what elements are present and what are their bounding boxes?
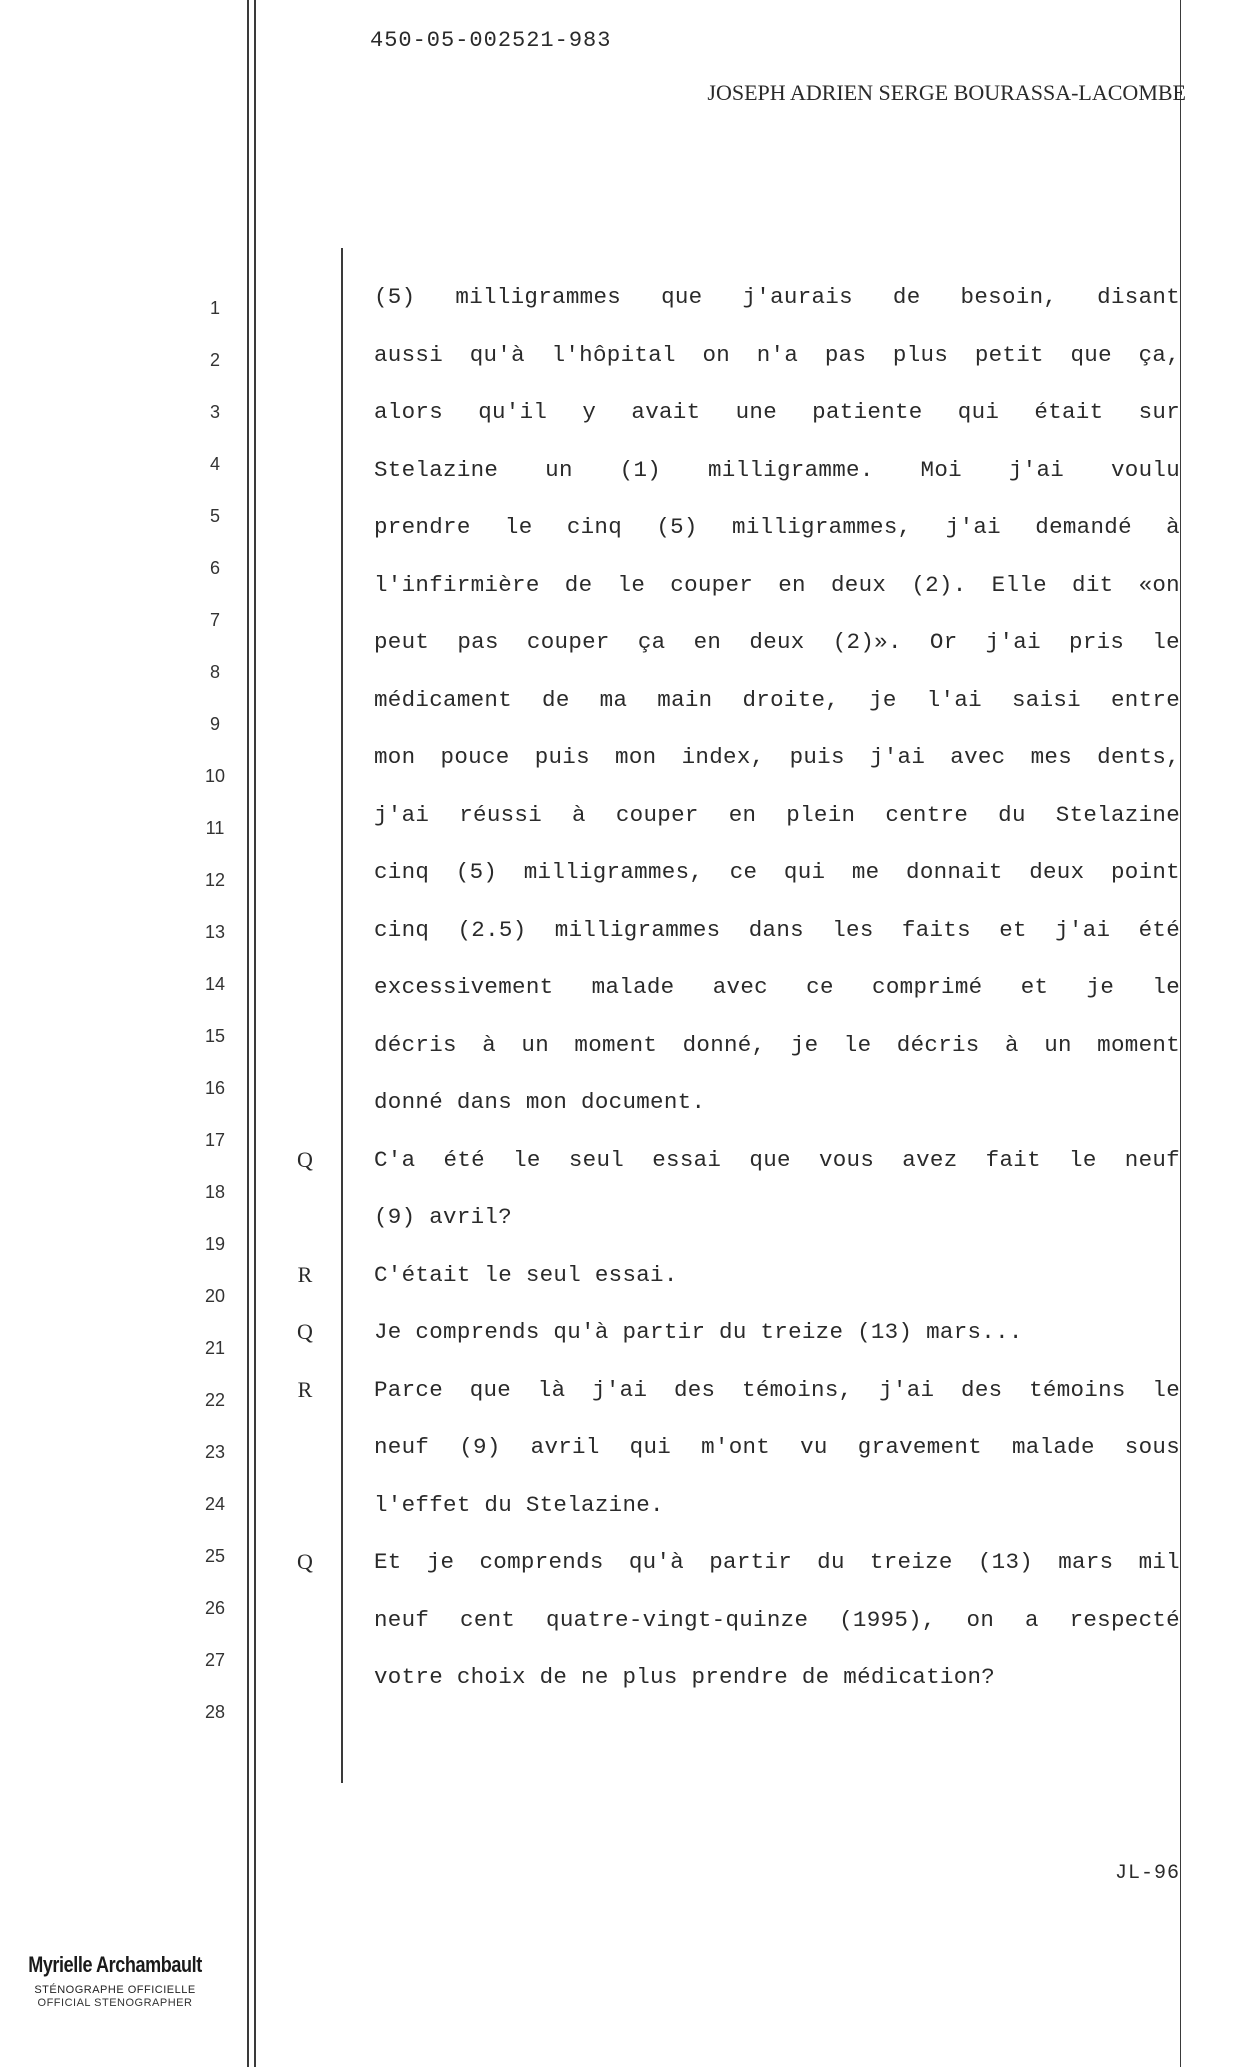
line-number: 19	[204, 1234, 226, 1254]
transcript-line	[0, 736, 1234, 794]
line-number: 8	[209, 662, 220, 682]
transcript-text: neuf cent quatre-vingt-quinze (1995), on a respecté	[374, 1606, 1180, 1633]
line-number: 18	[204, 1182, 226, 1202]
line-number: 21	[204, 1338, 226, 1358]
line-number: 7	[209, 610, 220, 630]
transcript-text: votre choix de ne plus prendre de médication?	[374, 1664, 996, 1690]
transcript-text: Stelazine un (1) milligramme. Moi j'ai voulu	[374, 456, 1180, 483]
transcript-text: aussi qu'à l'hôpital on n'a pas plus petit que ça,	[374, 341, 1180, 368]
line-number: 5	[209, 506, 220, 526]
line-number: 26	[204, 1598, 226, 1618]
transcript-line	[0, 391, 1234, 449]
line-number: 4	[209, 454, 220, 474]
transcript-text: Et je comprends qu'à partir du treize (13) mars mil	[374, 1549, 1180, 1575]
line-number: 9	[209, 714, 220, 734]
line-number: 14	[204, 974, 226, 994]
transcript-line	[0, 1196, 1234, 1254]
stenographer-title-en: OFFICIAL STENOGRAPHER	[37, 1997, 193, 2009]
transcript-text: donné dans mon document.	[374, 1089, 706, 1115]
speaker-marker: Q	[297, 1146, 313, 1172]
transcript-text: cinq (5) milligrammes, ce qui me donnait deux point	[374, 859, 1180, 885]
transcript-line	[0, 506, 1234, 564]
transcript-text: j'ai réussi à couper en plein centre du Stelazine	[374, 801, 1180, 828]
line-number: 27	[204, 1650, 226, 1670]
line-number: 24	[204, 1494, 226, 1514]
line-number: 15	[204, 1026, 226, 1046]
line-number: 25	[204, 1546, 226, 1566]
transcript-line	[0, 564, 1234, 622]
transcript-line	[0, 1254, 1234, 1312]
transcript-line	[0, 794, 1234, 852]
line-number: 2	[209, 350, 220, 370]
transcript-text: peut pas couper ça en deux (2)». Or j'ai pris le	[374, 629, 1180, 655]
transcript-line	[0, 851, 1234, 909]
line-number: 22	[204, 1390, 226, 1410]
transcript-line	[0, 449, 1234, 507]
transcript-text: décris à un moment donné, je le décris à un moment	[374, 1031, 1180, 1058]
line-number: 20	[204, 1286, 226, 1306]
speaker-marker: Q	[297, 1319, 313, 1344]
transcript-line	[0, 1369, 1234, 1427]
case-number: 450-05-002521-983	[370, 28, 612, 53]
transcript-line	[0, 334, 1234, 392]
transcript-line	[0, 1081, 1234, 1139]
transcript-line	[0, 276, 1234, 334]
transcript-line	[0, 966, 1234, 1024]
transcript-line	[0, 1024, 1234, 1082]
transcript-line	[0, 679, 1234, 737]
transcript-line	[0, 1656, 1234, 1714]
transcript-text: Je comprends qu'à partir du treize (13) mars...	[374, 1319, 1023, 1345]
stenographer-title-fr: STÉNOGRAPHE OFFICIELLE	[34, 1984, 196, 1996]
transcript-text: C'était le seul essai.	[374, 1261, 678, 1288]
page-code: JL-96	[1114, 1862, 1180, 1885]
transcript-line	[0, 909, 1234, 967]
transcript-text: l'effet du Stelazine.	[374, 1491, 664, 1518]
transcript-line	[0, 621, 1234, 679]
stenographer-stamp	[0, 1952, 230, 2009]
transcript-text: cinq (2.5) milligrammes dans les faits et j'ai été	[374, 916, 1180, 943]
transcript-line	[0, 1599, 1234, 1657]
line-number: 13	[204, 922, 226, 942]
witness-name: JOSEPH ADRIEN SERGE BOURASSA-LACOMBE	[707, 80, 1186, 105]
transcript-line	[0, 1541, 1234, 1599]
line-number: 23	[204, 1442, 226, 1462]
transcript-text: C'a été le seul essai que vous avez fait le neuf	[374, 1146, 1180, 1173]
transcript-text: médicament de ma main droite, je l'ai saisi entre	[374, 686, 1180, 713]
transcript-text: (9) avril?	[374, 1204, 513, 1230]
transcript-text: prendre le cinq (5) milligrammes, j'ai demandé à	[374, 514, 1180, 540]
line-number: 17	[204, 1130, 226, 1150]
speaker-marker: R	[297, 1376, 313, 1402]
transcript-line	[0, 1484, 1234, 1542]
stenographer-name: Myrielle Archambault	[28, 1952, 202, 1977]
line-number: 16	[204, 1078, 226, 1098]
line-number: 28	[204, 1702, 226, 1722]
line-number: 1	[209, 298, 220, 318]
transcript-line	[0, 1139, 1234, 1197]
transcript-text: Parce que là j'ai des témoins, j'ai des témoins le	[374, 1376, 1180, 1403]
line-number: 11	[205, 818, 225, 838]
transcript-text: excessivement malade avec ce comprimé et je le	[374, 974, 1180, 1000]
speaker-marker: Q	[297, 1549, 313, 1574]
transcript-line	[0, 1311, 1234, 1369]
transcript-text: mon pouce puis mon index, puis j'ai avec mes dents,	[374, 744, 1180, 770]
transcript-text: (5) milligrammes que j'aurais de besoin, disant	[374, 284, 1180, 310]
line-number: 6	[209, 558, 220, 578]
line-number: 10	[204, 766, 226, 786]
line-number: 12	[204, 870, 226, 890]
speaker-marker: R	[297, 1261, 313, 1287]
transcript-body	[0, 276, 1234, 1714]
transcript-text: l'infirmière de le couper en deux (2). Elle dit «on	[374, 571, 1180, 598]
transcript-text: alors qu'il y avait une patiente qui était sur	[374, 399, 1180, 425]
transcript-line	[0, 1426, 1234, 1484]
line-number: 3	[209, 402, 220, 422]
transcript-text: neuf (9) avril qui m'ont vu gravement malade sous	[374, 1434, 1180, 1460]
